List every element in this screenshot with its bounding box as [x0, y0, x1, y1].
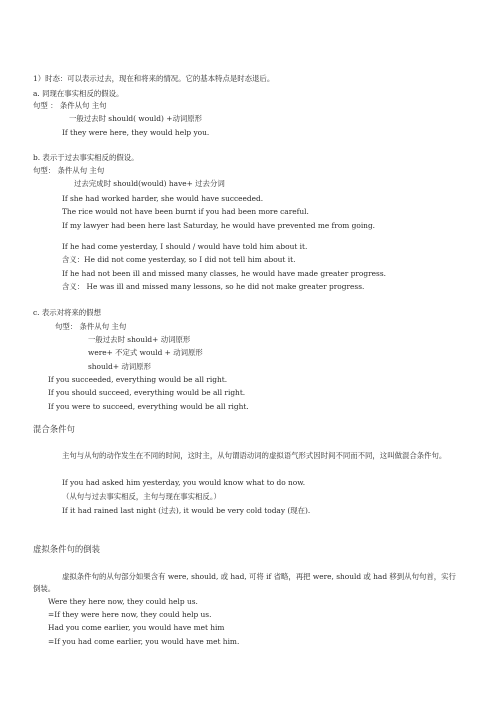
example-b1: If she had worked harder, she would have succeeded.	[62, 194, 264, 203]
mixed-example-1: If you had asked him yesterday, you would know what to do now.	[62, 478, 306, 487]
example-b3: If my lawyer had been here last Saturday, he would have prevented me from going.	[62, 221, 376, 230]
inversion-example-1: Were they here now, they could help us.	[48, 597, 198, 606]
inversion-example-2-equiv: =If you had come earlier, you would have met him.	[48, 637, 240, 646]
pattern-row-c3: should+ 动词原形	[88, 362, 151, 371]
example-b2: The rice would not have been burnt if you had been more careful.	[62, 207, 309, 216]
example-a1: If they were here, they would help you.	[62, 128, 210, 137]
inversion-example-1-equiv: =If they were here now, they could help us.	[48, 610, 212, 619]
mixed-conditional-paragraph: 主句与从句的动作发生在不同的时间，这时主，从句谓语动词的虚拟语气形式因时间不同而不同，这叫做混合条件句。	[62, 451, 447, 460]
mixed-example-2: If it had rained last night (过去), it would be very cold today (现在).	[62, 506, 311, 515]
example-b4: If he had come yesterday, I should / would have told him about it.	[62, 242, 308, 251]
pattern-header-b: 句型： 条件从句 主句	[33, 166, 105, 175]
mixed-note: （从句与过去事实相反，主句与现在事实相反。）	[62, 492, 221, 501]
pattern-row-a: 一般过去时 should( would) +动词原形	[69, 114, 203, 123]
section-a-heading: a. 同现在事实相反的假设。	[33, 89, 124, 98]
pattern-row-c1: 一般过去时 should+ 动词原形	[88, 335, 191, 344]
example-c1: If you succeeded, everything would be all right.	[48, 375, 228, 384]
pattern-row-c2: were+ 不定式 would + 动词原形	[88, 348, 203, 357]
pattern-header-a: 句型 ： 条件从句 主句	[33, 101, 107, 110]
mixed-conditional-heading: 混合条件句	[33, 424, 75, 434]
meaning-b5: 含义： He was ill and missed many lessons, so he did not make greater progress.	[62, 282, 365, 291]
tense-intro-line: 1）时态：可以表示过去，现在和将来的情况。它的基本特点是时态退后。	[33, 74, 275, 83]
meaning-b4: 含义：He did not come yesterday, so I did not tell him about it.	[62, 255, 296, 264]
inversion-paragraph: 虚拟条件句的从句部分如果含有 were, should, 或 had, 可将 if 省略，再把 were, should 或 had 移到从句句首，实行倒装。	[33, 572, 456, 593]
pattern-row-b: 过去完成时 should(would) have+ 过去分词	[74, 179, 225, 188]
section-b-heading: b. 表示于过去事实相反的假设。	[33, 153, 139, 162]
example-b5: If he had not been ill and missed many classes, he would have made greater progress.	[62, 269, 386, 278]
section-c-heading: c. 表示对将来的假想	[33, 308, 101, 317]
example-c3: If you were to succeed, everything would be all right.	[48, 402, 249, 411]
example-c2: If you should succeed, everything would be all right.	[48, 388, 246, 397]
inversion-heading: 虚拟条件句的倒装	[33, 544, 100, 554]
inversion-example-2: Had you come earlier, you would have met him	[48, 623, 225, 632]
pattern-header-c: 句型： 条件从句 主句	[55, 322, 127, 331]
